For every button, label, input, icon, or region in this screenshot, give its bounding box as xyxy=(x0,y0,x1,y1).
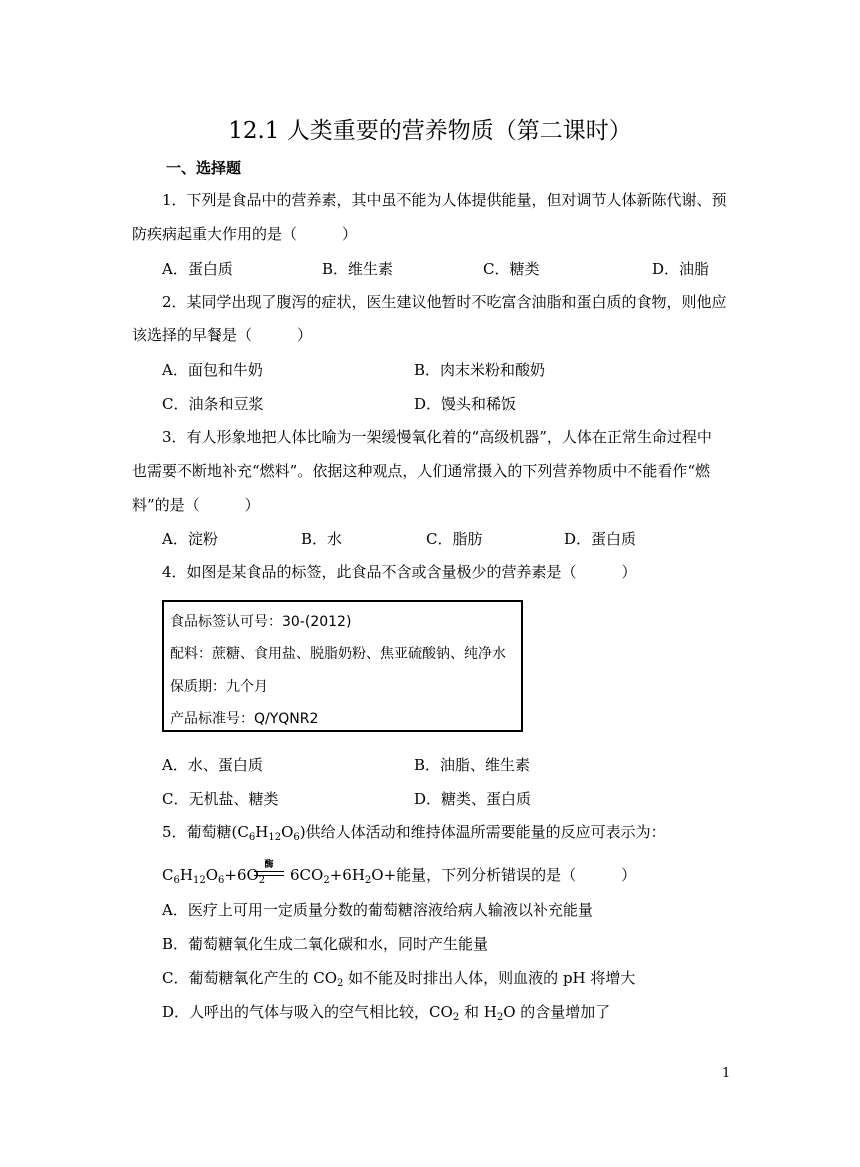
question-3-line-1: 3．有人形象地把人体比喻为一架缓慢氧化着的“高级机器”，人体在正常生命过程中 xyxy=(162,428,712,446)
enzyme-label: 酶 xyxy=(264,860,274,870)
question-3-option-b: B．水 xyxy=(301,530,343,548)
reaction-equation-rhs: $6CO_2+6H_2O+$能量，下列分析错误的是（ ） xyxy=(290,866,637,886)
question-5-option-c: C．葡萄糖氧化产生的 $CO_2$ 如不能及时排出人体，则血液的 pH 将增大 xyxy=(162,969,636,989)
page-number: 1 xyxy=(722,1066,731,1081)
question-2-option-b: B．肉末米粉和酸奶 xyxy=(414,361,546,379)
page-title: 12.1 人类重要的营养物质（第二课时） xyxy=(228,118,632,144)
question-1-option-a: A．蛋白质 xyxy=(162,260,233,278)
question-4-option-d: D．糖类、蛋白质 xyxy=(414,790,532,808)
food-label-line-1: 食品标签认可号：30-(2012) xyxy=(170,614,352,630)
question-1-option-d: D．油脂 xyxy=(652,260,710,278)
question-2-option-d: D．馒头和稀饭 xyxy=(414,395,517,413)
enzyme-reaction-arrow xyxy=(254,858,284,878)
question-5-option-a: A．医疗上可用一定质量分数的葡萄糖溶液给病人输液以补充能量 xyxy=(162,901,593,919)
reaction-equation-lhs: $C_6H_{12}O_6+6O_2$ xyxy=(162,866,266,886)
question-4-option-a: A．水、蛋白质 xyxy=(162,756,263,774)
question-2-line-2: 该选择的早餐是（ ） xyxy=(132,326,313,344)
question-5-line-1: 5．葡萄糖$(C_6H_{12}O_6)$供给人体活动和维持体温所需要能量的反应可表示为： xyxy=(162,823,666,843)
question-3-option-a: A．淀粉 xyxy=(162,530,218,548)
food-label-line-2: 配料：蔗糖、食用盐、脱脂奶粉、焦亚硫酸钠、纯净水 xyxy=(170,646,506,662)
question-5-option-b: B．葡萄糖氧化生成二氧化碳和水，同时产生能量 xyxy=(162,935,489,953)
question-1-line-1: 1．下列是食品中的营养素，其中虽不能为人体提供能量，但对调节人体新陈代谢、预 xyxy=(162,191,727,209)
question-3-option-c: C．脂肪 xyxy=(426,530,483,548)
question-1-option-c: C．糖类 xyxy=(483,260,540,278)
food-label-line-3: 保质期：九个月 xyxy=(170,679,268,695)
question-1-option-b: B．维生素 xyxy=(322,260,394,278)
question-5-option-d: D．人呼出的气体与吸入的空气相比较，$CO_2$ 和 $H_2O$ 的含量增加了 xyxy=(162,1003,611,1023)
question-2-line-1: 2．某同学出现了腹泻的症状，医生建议他暂时不吃富含油脂和蛋白质的食物，则他应 xyxy=(162,293,727,311)
question-3-option-d: D．蛋白质 xyxy=(564,530,637,548)
question-2-option-c: C．油条和豆浆 xyxy=(162,395,264,413)
question-2-option-a: A．面包和牛奶 xyxy=(162,361,263,379)
question-3-line-3: 料”的是（ ） xyxy=(132,496,260,514)
section-heading: 一、选择题 xyxy=(166,159,242,177)
question-1-line-2: 防疾病起重大作用的是（ ） xyxy=(132,225,358,243)
question-3-line-2: 也需要不断地补充“燃料”。依据这种观点，人们通常摄入的下列营养物质中不能看作“燃 xyxy=(132,462,711,480)
question-4-option-b: B．油脂、维生素 xyxy=(414,756,531,774)
food-label-line-4: 产品标准号：Q/YQNR2 xyxy=(170,711,319,727)
question-4-line-1: 4．如图是某食品的标签，此食品不含或含量极少的营养素是（ ） xyxy=(162,563,637,581)
question-4-option-c: C．无机盐、糖类 xyxy=(162,790,279,808)
